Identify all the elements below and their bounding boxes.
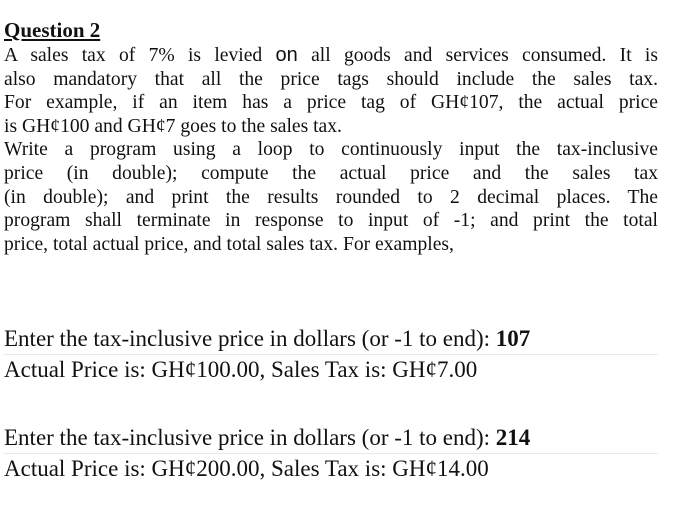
example-2-prompt-row [4,423,658,454]
paragraph-line-3: For example, if an item has a price tag of GH¢107, the actual price [4,92,658,114]
paragraph-line-5: Write a program using a loop to continuously input the tax-inclusive [4,139,658,161]
example-1-prompt: Enter the tax-inclusive price in dollars (or -1 to end): [4,326,496,351]
question-heading: Question 2 [4,18,101,42]
paragraph-line-6: price (in double); compute the actual price and the sales tax [4,162,658,184]
paragraph-line-9: price, total actual price, and total sales tax. For examples, [4,233,454,255]
example-2-input: 214 [495,425,531,450]
example-2-prompt: Enter the tax-inclusive price in dollars (or -1 to end): [4,425,496,450]
paragraph-line-7: (in double); and print the results rounded to 2 decimal places. The [4,186,658,208]
line-1-part-a: A sales tax of 7% is levied [4,45,276,66]
example-1-output: Actual Price is: GH¢100.00, Sales Tax is: GH¢7.00 [4,357,478,382]
line-1-part-c: all goods and services consumed. It is [297,45,658,66]
paragraph-line-4: is GH¢100 and GH¢7 goes to the sales tax. [4,115,342,137]
example-2-output: Actual Price is: GH¢200.00, Sales Tax is: GH¢14.00 [4,456,489,481]
paragraph-line-2: also mandatory that all the price tags should include the sales tax. [4,68,658,90]
example-block-1 [4,324,658,385]
example-block-2 [4,423,658,484]
paragraph-line-1 [4,44,658,68]
example-1-input: 107 [495,326,531,351]
example-1-prompt-row [4,324,658,355]
line-1-part-b: on [275,44,298,66]
question-document [4,18,658,256]
question-paragraph [4,44,658,256]
paragraph-line-8: program shall terminate in response to input of -1; and print the total [4,210,658,232]
